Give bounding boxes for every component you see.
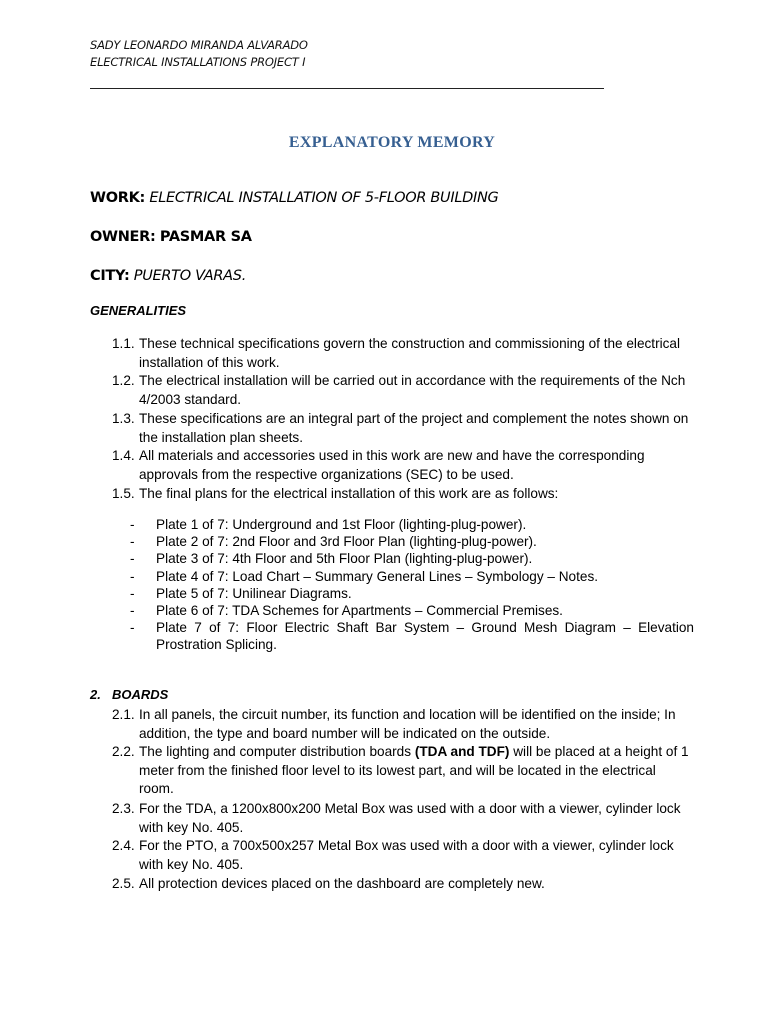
plate-text: Plate 2 of 7: 2nd Floor and 3rd Floor Plan (lighting-plug-power). [156, 534, 537, 550]
item-text [112, 743, 694, 799]
item-number: 2.1. [112, 707, 135, 722]
list-item [112, 447, 694, 484]
plate-item: - Plate 1 of 7: Underground and 1st Floor (lighting-plug-power). [130, 516, 694, 533]
owner-label: OWNER: [90, 229, 156, 245]
city-field [90, 268, 246, 284]
item-number: 2.4. [112, 838, 135, 853]
boards-heading [90, 687, 168, 702]
header-author: SADY LEONARDO MIRANDA ALVARADO [90, 38, 308, 52]
item-number: 2.5. [112, 876, 135, 891]
work-field [90, 190, 498, 206]
item-text: These specifications are an integral part of the project and complement the notes shown on the installation plan sheets. [139, 411, 689, 445]
item-text: All protection devices placed on the dashboard are completely new. [139, 876, 545, 891]
item-text: In all panels, the circuit number, its function and location will be identified on the inside; In addition, the type and board number will be indicated on the outside. [139, 707, 676, 741]
boards-number: 2. [90, 687, 101, 702]
plates-list [130, 516, 694, 654]
item-text: The electrical installation will be carried out in accordance with the requirements of the Nch 4/2003 standard. [139, 373, 686, 407]
item-text-before: The lighting and computer distribution boards [139, 744, 415, 759]
item-number: 1.1. [112, 336, 135, 351]
city-value: PUERTO VARAS. [133, 268, 247, 284]
list-item [112, 335, 694, 372]
item-number: 2.3. [112, 801, 135, 816]
list-item [112, 706, 694, 743]
document-title: EXPLANATORY MEMORY [288, 134, 496, 151]
generalities-heading: GENERALITIES [90, 303, 187, 318]
plate-item: - Plate 6 of 7: TDA Schemes for Apartments – Commercial Premises. [130, 602, 694, 619]
list-item [112, 372, 694, 409]
list-item [112, 410, 694, 447]
boards-title: BOARDS [112, 687, 169, 702]
item-text: The final plans for the electrical installation of this work are as follows: [139, 486, 559, 501]
work-value: ELECTRICAL INSTALLATION OF 5-FLOOR BUILDING [149, 190, 499, 206]
item-text: All materials and accessories used in this work are new and have the corresponding approvals from the respective organizations (SEC) to be used. [139, 448, 645, 482]
plate-item: - Plate 5 of 7: Unilinear Diagrams. [130, 585, 694, 602]
plate-item: - Plate 7 of 7: Floor Electric Shaft Bar System – Ground Mesh Diagram – Elevation Prostration Splicing. [130, 620, 694, 653]
plate-text: Plate 3 of 7: 4th Floor and 5th Floor Plan (lighting-plug-power). [156, 551, 533, 567]
item-number: 2.2. [112, 744, 135, 759]
item-text-bold: (TDA and TDF) [414, 744, 510, 759]
plate-item: - Plate 3 of 7: 4th Floor and 5th Floor Plan (lighting-plug-power). [130, 550, 694, 567]
work-label: WORK: [90, 190, 146, 206]
owner-field [90, 229, 252, 245]
item-number: 1.3. [112, 411, 135, 426]
item-number: 1.5. [112, 486, 135, 501]
plate-text: Plate 4 of 7: Load Chart – Summary General Lines – Symbology – Notes. [156, 568, 599, 584]
plate-item: - Plate 4 of 7: Load Chart – Summary General Lines – Symbology – Notes. [130, 568, 694, 585]
item-text: For the PTO, a 700x500x257 Metal Box was used with a door with a viewer, cylinder lock with key No. 405. [139, 838, 674, 872]
list-item [112, 837, 694, 874]
item-number: 1.2. [112, 373, 135, 388]
item-text: For the TDA, a 1200x800x200 Metal Box was used with a door with a viewer, cylinder lock with key No. 405. [139, 801, 681, 835]
list-item [112, 743, 694, 799]
plate-text: Plate 5 of 7: Unilinear Diagrams. [156, 585, 352, 601]
list-item [112, 485, 694, 504]
list-item [112, 875, 694, 894]
plate-text: Plate 6 of 7: TDA Schemes for Apartments – Commercial Premises. [156, 603, 563, 619]
plate-item: - Plate 2 of 7: 2nd Floor and 3rd Floor Plan (lighting-plug-power). [130, 533, 694, 550]
plate-text: Plate 7 of 7: Floor Electric Shaft Bar System – Ground Mesh Diagram – Elevation Prostration Splicing. [156, 620, 694, 653]
header-divider [90, 88, 604, 89]
owner-value: PASMAR SA [159, 229, 252, 245]
plate-text: Plate 1 of 7: Underground and 1st Floor (lighting-plug-power). [156, 517, 527, 532]
list-item [112, 800, 694, 837]
item-text: These technical specifications govern the construction and commissioning of the electrical installation of this work. [139, 336, 681, 370]
city-label: CITY: [90, 268, 130, 284]
item-number: 1.4. [112, 448, 135, 463]
item-text-after: will be placed at a height of 1 meter from the finished floor level to its lowest part, and will be located in the electrical room. [139, 744, 689, 796]
header-project: ELECTRICAL INSTALLATIONS PROJECT I [90, 55, 306, 69]
